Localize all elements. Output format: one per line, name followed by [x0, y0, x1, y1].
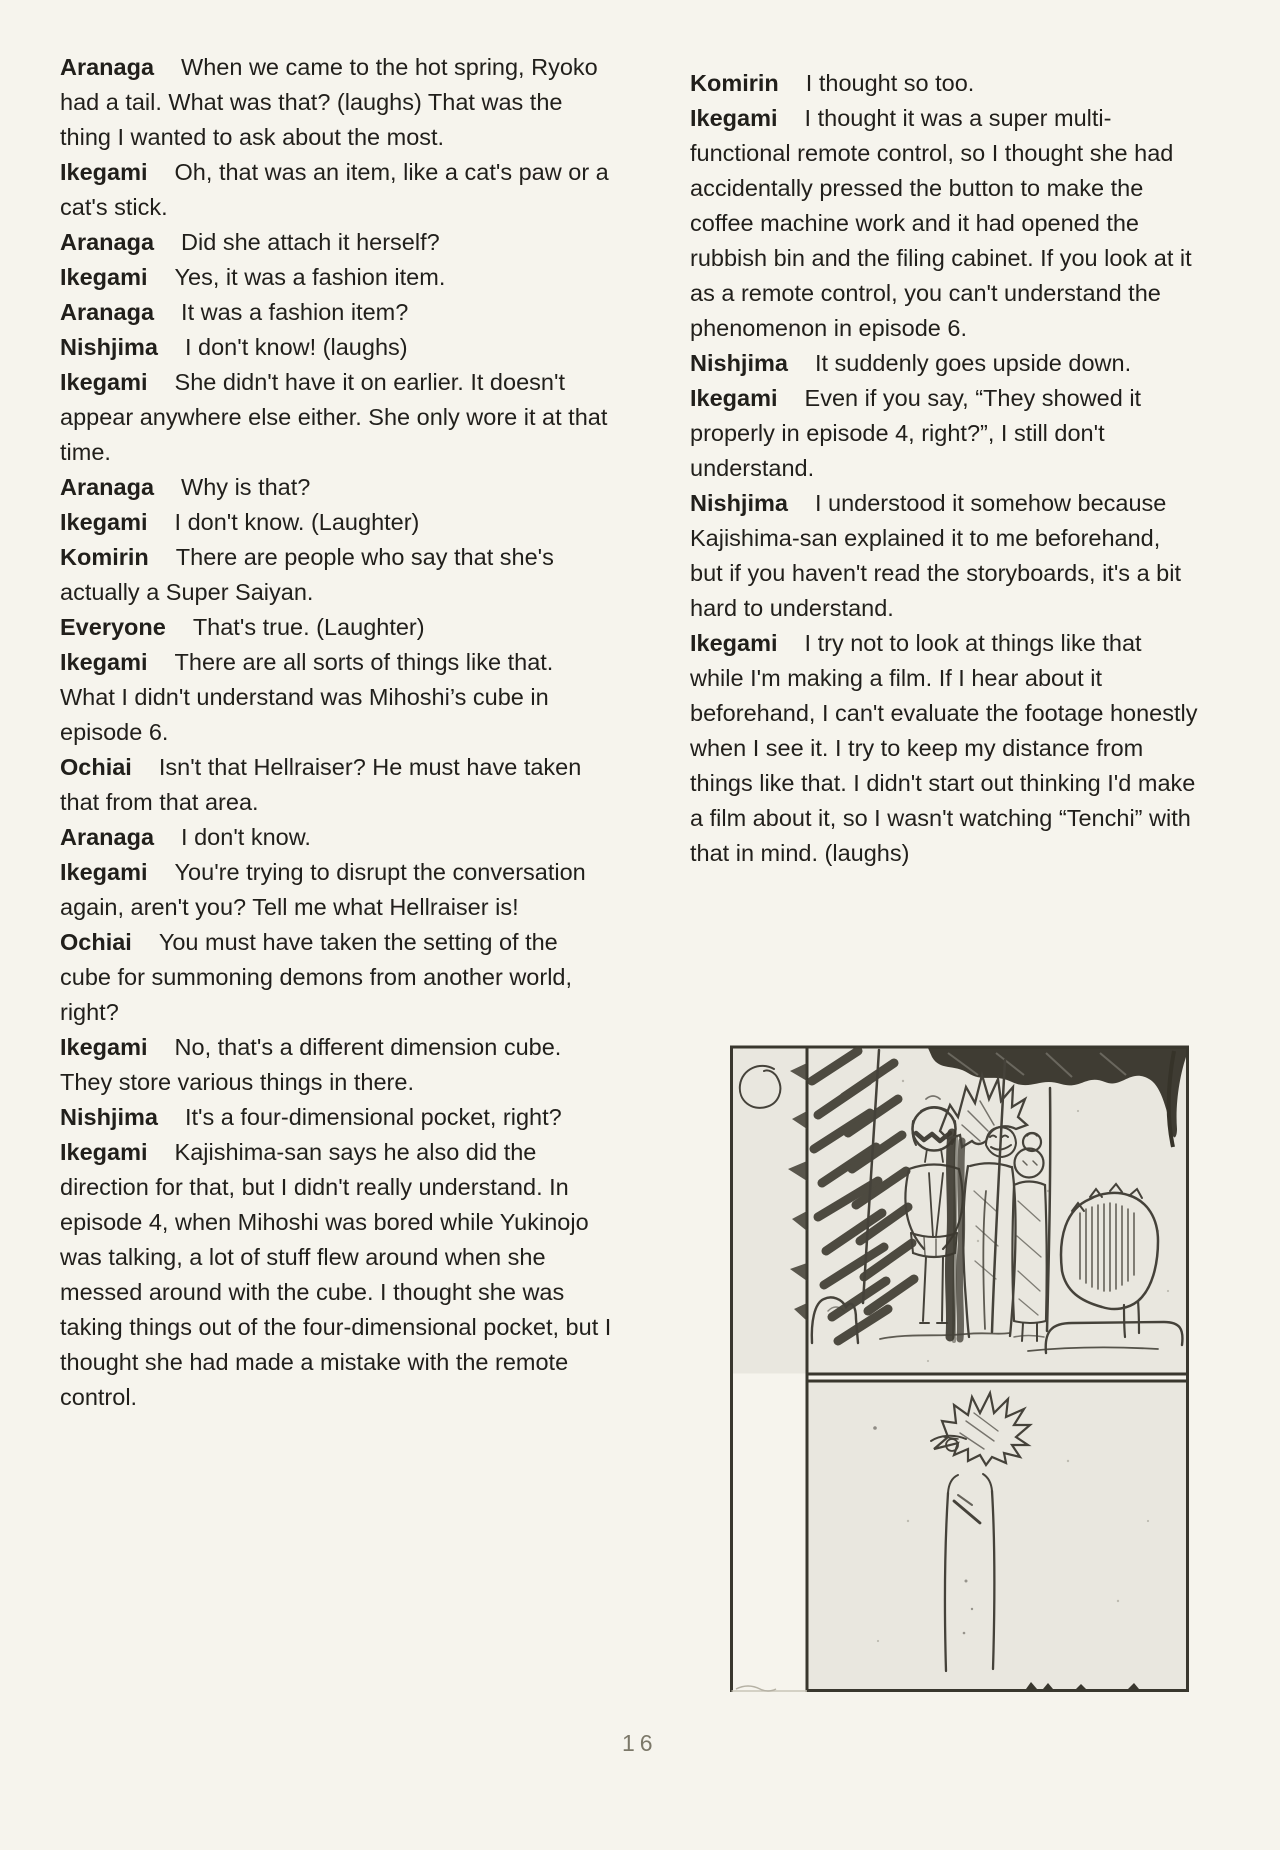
speaker-name: Aranaga — [60, 474, 155, 500]
utterance-text: I don't know! (laughs) — [184, 334, 408, 360]
dialogue-column-right — [690, 66, 1198, 871]
dialogue-entry — [60, 820, 612, 855]
dialogue-entry — [690, 101, 1198, 346]
utterance-text: I don't know. — [181, 824, 311, 850]
utterance-text: That's true. (Laughter) — [192, 614, 425, 640]
utterance-text: Kajishima-san says he also did the direction for that, but I didn't really understand. In episode 4, when Mihoshi was bored while Yukinojo was talking, a lot of stuff flew around when she messed around with the cube. I thought she was taking things out of the four-dimensional pocket, but I thought she had made a mistake with the remote control. — [60, 1139, 612, 1410]
speaker-name: Nishjima — [60, 334, 158, 360]
dialogue-entry — [60, 155, 612, 225]
speaker-name: Ochiai — [60, 754, 132, 780]
speaker-name: Nishjima — [690, 490, 788, 516]
speaker-name: Ikegami — [60, 369, 148, 395]
speaker-name: Aranaga — [60, 54, 155, 80]
utterance-text: No, that's a different dimension cube. They store various things in there. — [60, 1034, 562, 1095]
speaker-name: Aranaga — [60, 299, 155, 325]
dialogue-entry — [60, 1030, 612, 1100]
speaker-name: Ikegami — [60, 1139, 148, 1165]
utterance-text: I thought so too. — [805, 70, 975, 96]
speaker-name: Ikegami — [690, 385, 778, 411]
speaker-name: Ikegami — [690, 105, 778, 131]
storyboard-figure — [728, 1041, 1194, 1697]
speaker-name: Ikegami — [690, 630, 778, 656]
dialogue-entry — [60, 645, 612, 750]
dialogue-entry — [60, 1100, 612, 1135]
speaker-name: Komirin — [60, 544, 149, 570]
speaker-name: Ikegami — [60, 649, 148, 675]
speaker-name: Ikegami — [60, 159, 148, 185]
dialogue-entry — [60, 260, 612, 295]
utterance-text: There are people who say that she's actually a Super Saiyan. — [60, 544, 554, 605]
speaker-name: Nishjima — [60, 1104, 158, 1130]
shadow-scribble — [949, 1133, 962, 1341]
dialogue-entry — [60, 540, 612, 610]
utterance-text: Oh, that was an item, like a cat's paw or a cat's stick. — [60, 159, 609, 220]
utterance-text: Why is that? — [181, 474, 311, 500]
dialogue-entry — [60, 505, 612, 540]
utterance-text: It's a four-dimensional pocket, right? — [184, 1104, 562, 1130]
dialogue-entry — [60, 365, 612, 470]
storyboard-panel-bottom — [809, 1383, 1188, 1691]
page-number: 16 — [622, 1730, 658, 1756]
utterance-text: I try not to look at things like that while I'm making a film. If I hear about it beforehand, I can't evaluate the footage honestly when I see it. I try to keep my distance from things like that. I didn't start out thinking I'd make a film about it, so I wasn't watching “Tenchi” with that in mind. (laughs) — [690, 630, 1198, 866]
dialogue-entry — [60, 225, 612, 260]
speaker-name: Ikegami — [60, 509, 148, 535]
dialogue-entry — [690, 66, 1198, 101]
speaker-name: Aranaga — [60, 824, 155, 850]
utterance-text: It was a fashion item? — [181, 299, 409, 325]
utterance-text: It suddenly goes upside down. — [814, 350, 1132, 376]
dialogue-entry — [690, 381, 1198, 486]
dialogue-entry — [60, 50, 612, 155]
utterance-text: Even if you say, “They showed it properly in episode 4, right?”, I still don't understand. — [690, 385, 1142, 481]
dialogue-entry — [690, 626, 1198, 871]
speaker-name: Everyone — [60, 614, 166, 640]
utterance-text: I understood it somehow because Kajishima-san explained it to me beforehand, but if you haven't read the storyboards, it's a bit hard to understand. — [690, 490, 1181, 621]
dialogue-entry — [60, 855, 612, 925]
dialogue-column-left — [60, 50, 612, 1415]
dialogue-entry — [690, 486, 1198, 626]
utterance-text: You're trying to disrupt the conversation again, aren't you? Tell me what Hellraiser is! — [60, 859, 586, 920]
speaker-name: Ikegami — [60, 859, 148, 885]
utterance-text: She didn't have it on earlier. It doesn't appear anywhere else either. She only wore it at that time. — [60, 369, 608, 465]
dialogue-entry — [60, 750, 612, 820]
dialogue-entry — [60, 330, 612, 365]
utterance-text: You must have taken the setting of the cube for summoning demons from another world, right? — [60, 929, 573, 1025]
dialogue-entry — [60, 295, 612, 330]
speaker-name: Ikegami — [60, 1034, 148, 1060]
dialogue-entry — [60, 610, 612, 645]
utterance-text: I thought it was a super multi-functional remote control, so I thought she had accidentally pressed the button to make the coffee machine work and it had opened the rubbish bin and the filing cabinet. If you look at it as a remote control, you can't understand the phenomenon in episode 6. — [690, 105, 1192, 341]
speaker-name: Komirin — [690, 70, 779, 96]
speaker-name: Ochiai — [60, 929, 132, 955]
dialogue-entry — [60, 1135, 612, 1415]
utterance-text: Isn't that Hellraiser? He must have taken that from that area. — [60, 754, 582, 815]
storyboard-sketch-svg — [728, 1041, 1194, 1697]
utterance-text: Yes, it was a fashion item. — [174, 264, 446, 290]
utterance-text: Did she attach it herself? — [181, 229, 440, 255]
speaker-name: Ikegami — [60, 264, 148, 290]
speaker-name: Nishjima — [690, 350, 788, 376]
dialogue-entry — [60, 470, 612, 505]
utterance-text: There are all sorts of things like that. What I didn't understand was Mihoshi’s cube in episode 6. — [60, 649, 554, 745]
dialogue-entry — [690, 346, 1198, 381]
utterance-text: I don't know. (Laughter) — [174, 509, 420, 535]
speaker-name: Aranaga — [60, 229, 155, 255]
utterance-text: When we came to the hot spring, Ryoko had a tail. What was that? (laughs) That was the thing I wanted to ask about the most. — [60, 54, 598, 150]
dialogue-entry — [60, 925, 612, 1030]
